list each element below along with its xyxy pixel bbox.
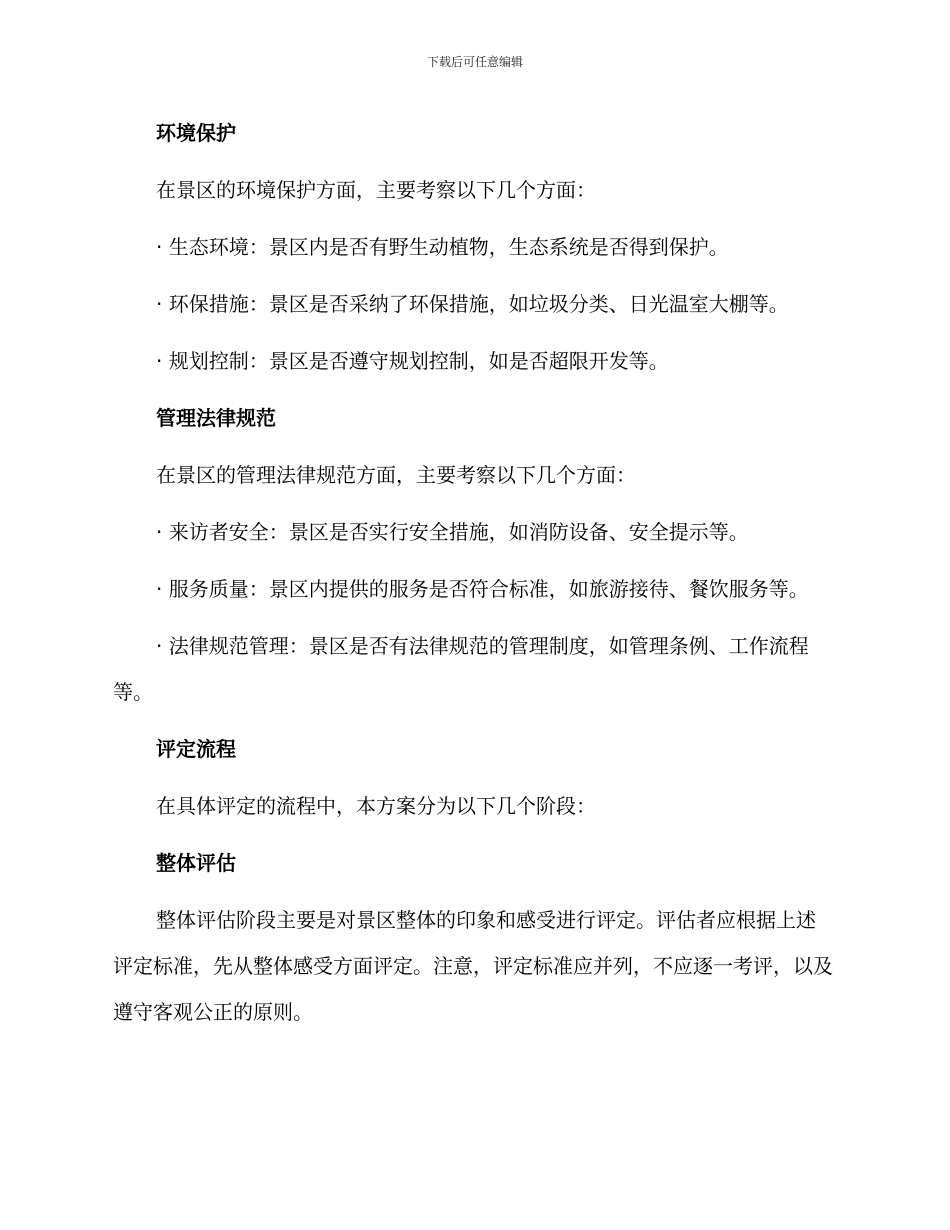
section-heading-process: 评定流程 bbox=[156, 737, 236, 761]
paragraph: 在景区的环境保护方面，主要考察以下几个方面： bbox=[156, 178, 596, 202]
document-body bbox=[113, 110, 835, 1046]
paragraph: 在具体评定的流程中，本方案分为以下几个阶段： bbox=[156, 794, 596, 818]
list-item-service-quality: · 服务质量：景区内提供的服务是否符合标准，如旅游接待、餐饮服务等。 bbox=[156, 577, 809, 601]
section-heading-environment: 环境保护 bbox=[156, 121, 236, 145]
list-item-legal-management: · 法律规范管理：景区是否有法律规范的管理制度，如管理条例、工作流程等。 bbox=[113, 634, 809, 704]
list-item-visitor-safety: · 来访者安全：景区是否实行安全措施，如消防设备、安全提示等。 bbox=[156, 520, 749, 544]
page-header: 下载后可任意编辑 bbox=[426, 55, 523, 69]
paragraph: 整体评估阶段主要是对景区整体的印象和感受进行评定。评估者应根据上述评定标准，先从整体感受方面评定。注意，评定标准应并列，不应逐一考评，以及遵守客观公正的原则。 bbox=[113, 908, 833, 1024]
section-heading-legal: 管理法律规范 bbox=[156, 406, 276, 430]
paragraph: 在景区的管理法律规范方面，主要考察以下几个方面： bbox=[156, 463, 636, 487]
list-item-planning: · 规划控制：景区是否遵守规划控制，如是否超限开发等。 bbox=[156, 349, 669, 373]
list-item-eco-measures: · 环保措施：景区是否采纳了环保措施，如垃圾分类、日光温室大棚等。 bbox=[156, 292, 789, 316]
list-item-ecology: · 生态环境：景区内是否有野生动植物，生态系统是否得到保护。 bbox=[156, 235, 729, 259]
section-heading-overall: 整体评估 bbox=[156, 851, 236, 875]
